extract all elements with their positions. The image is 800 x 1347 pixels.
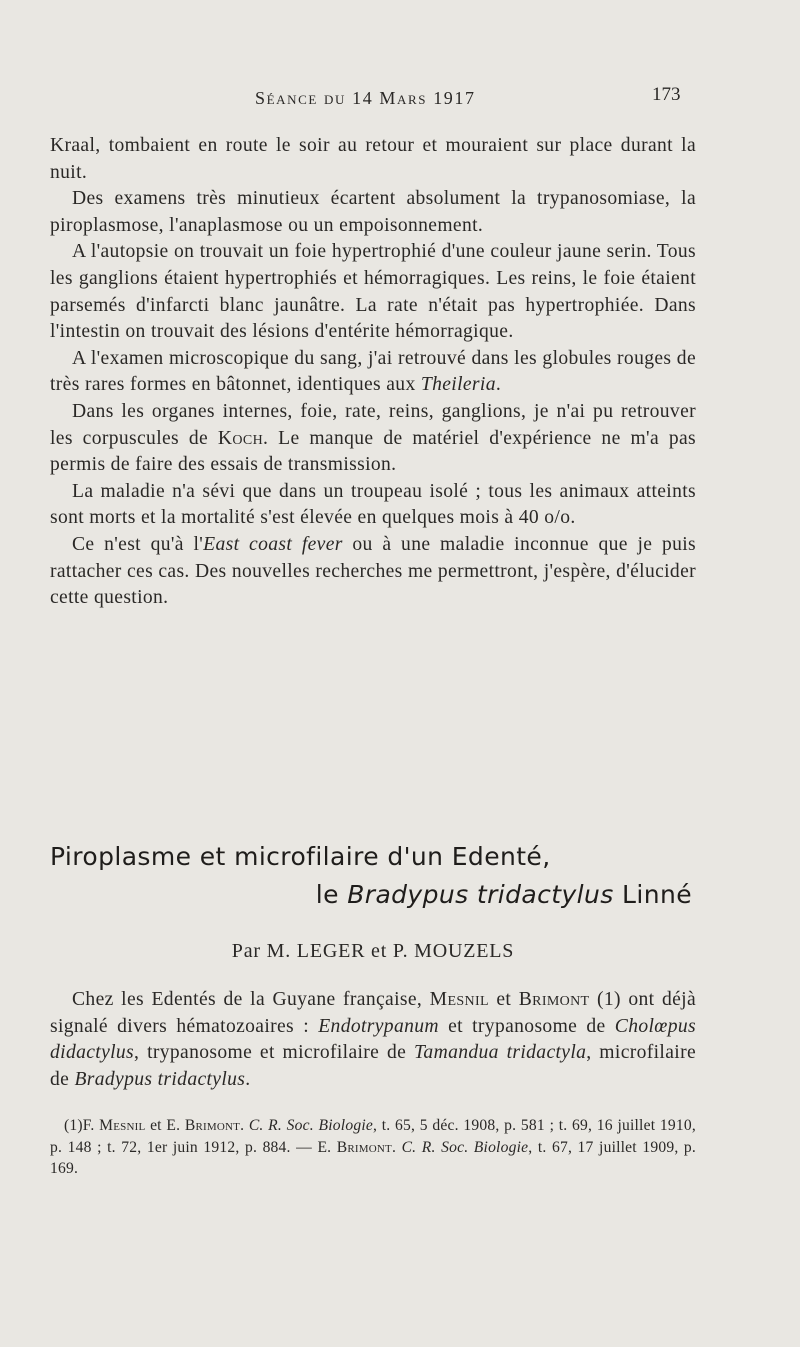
text-run: A l'examen microscopique du sang, j'ai retrouvé dans les globules rouges de très rares formes en bâtonnet, identiques aux (50, 347, 696, 396)
text-run: et trypanosome de (438, 1015, 615, 1037)
italic-term: Tamandua tridactyla (413, 1042, 587, 1064)
text-run: ou à une maladie inconnue que je puis rattacher ces cas. Des nouvelles recherches me permettront, j'espère, d'élucider cette question. (50, 533, 697, 609)
page-number: 173 (652, 84, 681, 105)
text-run: Linné (613, 880, 692, 909)
paragraph (50, 987, 696, 1093)
paragraph: Kraal, tombaient en route le soir au retour et mouraient sur place durant la nuit. (50, 135, 696, 183)
text-run: , trypanosome et microfilaire de (134, 1042, 414, 1064)
journal-title: C. R. Soc. Biologie (401, 1138, 529, 1156)
text-run: (1) ont déjà signalé divers hématozoaires : (50, 989, 697, 1037)
text-run: , microfilaire de (50, 1042, 696, 1090)
text-run: , t. 67, 17 juillet 1909, p. 169. (50, 1138, 697, 1178)
author-name: E. Brimont (317, 1138, 392, 1156)
text-run: . Le manque de matériel d'expérience ne m'a pas permis de faire des essais de transmission. (50, 427, 697, 476)
text-run: . (245, 1068, 251, 1090)
article-title (50, 838, 696, 914)
italic-term: Endotrypanum (318, 1015, 439, 1037)
article-authors: Par M. LEGER et P. MOUZELS (231, 940, 515, 962)
author-name: Brimont (518, 989, 590, 1010)
paragraph: La maladie n'a sévi que dans un troupeau isolé ; tous les animaux atteints sont morts et la mortalité s'est élevée en quelques mois à 40 o/o. (50, 480, 696, 529)
text-run: Chez les Edentés de la Guyane française, (72, 989, 430, 1010)
body-text (50, 133, 696, 612)
running-head (0, 84, 800, 118)
italic-term: Bradypus tridactylus (74, 1068, 246, 1090)
text-run: Ce n'est qu'à l' (72, 533, 204, 555)
paragraph (50, 532, 696, 612)
italic-term: Bradypus tridactylus (347, 880, 614, 909)
author-name: E. Brimont (166, 1117, 241, 1135)
text-run: . (391, 1138, 402, 1156)
footnote (50, 1115, 696, 1180)
text-run: le (315, 880, 348, 909)
paragraph (50, 346, 696, 399)
author-name: F. Mesnil (82, 1117, 146, 1135)
paragraph: A l'autopsie on trouvait un foie hypertrophié d'une couleur jaune serin. Tous les ganglions étaient hypertrophiés et hémorragiques. Les reins, le foie étaient parsemés d'infarcti blanc jaunâtre. La rate n'était pas hypertrophiée. Dans l'intestin on trouvait des lésions d'entérite hémorragique. (50, 241, 696, 343)
text-run: , t. 65, 5 déc. 1908, p. 581 ; t. 69, 16 juillet 1910, p. 148 ; t. 72, 1er juin 1912, p. 884. — (50, 1117, 696, 1156)
text-run: et (145, 1117, 167, 1135)
footnote-marker: (1) (64, 1117, 83, 1135)
italic-term: East coast fever (203, 533, 343, 555)
text-run: et (488, 989, 519, 1010)
footnote-text (50, 1115, 696, 1180)
journal-title: C. R. Soc. Biologie (248, 1117, 373, 1135)
text-run: . (240, 1117, 249, 1135)
author-name: Mesnil (429, 989, 489, 1010)
article-body (50, 987, 696, 1093)
title-line-2 (50, 876, 696, 914)
text-run: . (495, 374, 502, 396)
article (50, 838, 696, 1180)
italic-term: Cholœpus didactylus (50, 1015, 696, 1064)
author-name: Koch (217, 427, 264, 449)
running-title: Séance du 14 Mars 1917 (255, 88, 476, 108)
title-line-1: Piroplasme et microfilaire d'un Edenté, (50, 842, 551, 871)
paragraph (50, 399, 696, 479)
text-run: Dans les organes internes, foie, rate, reins, ganglions, je n'ai pu retrouver les corpuscules de (50, 400, 696, 449)
italic-term: Theileria (420, 374, 496, 396)
paragraph: Des examens très minutieux écartent absolument la trypanosomiase, la piroplasmose, l'anaplasmose ou un empoisonnement. (50, 188, 696, 236)
